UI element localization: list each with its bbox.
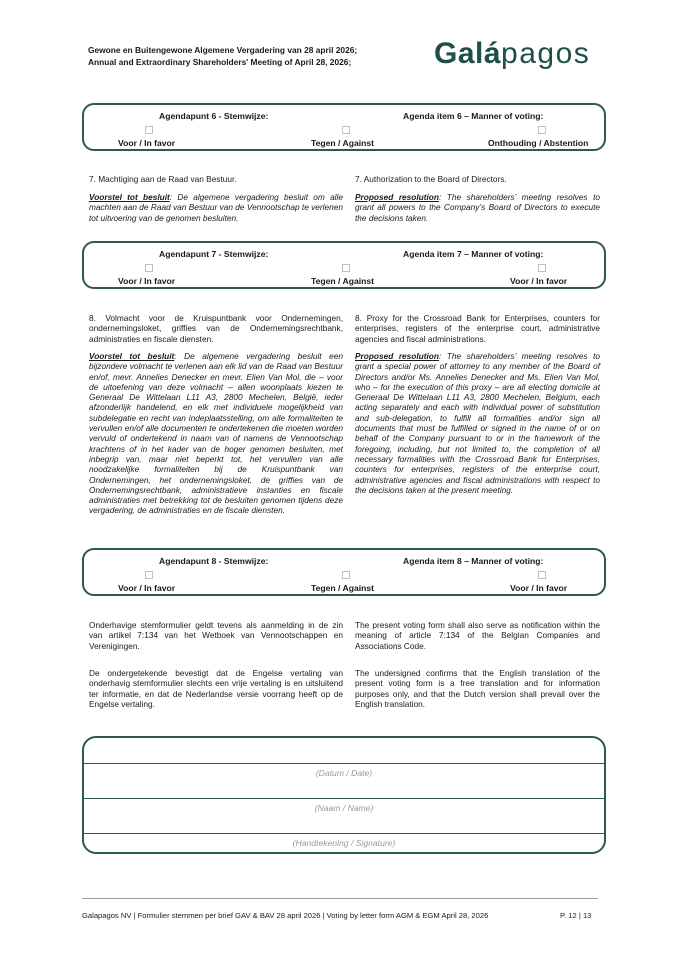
option-in-favor-label: Voor / In favor <box>118 138 176 148</box>
voting-box-item-8 <box>82 548 606 596</box>
item8-title-nl: 8. Volmacht voor de Kruispuntbank voor Ondernemingen, ondernemingsloket, griffies van de Ondernemingsrechtbank, administraties en fiscale diensten. <box>89 313 343 344</box>
option-third-label: Voor / In favor <box>510 276 568 286</box>
footer-divider <box>82 898 598 899</box>
checkbox-third-option[interactable] <box>538 264 546 272</box>
checkbox-abstention[interactable] <box>538 126 546 134</box>
option-third-label: Voor / In favor <box>510 583 568 593</box>
item8-proposal-en: Proposed resolution: The shareholders’ meeting resolves to grant a special power of attorney to any member of the Board of Directors and/or Ms. Annelies Denecker and Ms. Elien Van Mol, who – for the execution of this proxy – are all electing domicile at Generaal De Wittelaan L11 A3, 2800 Mechelen, Belgium, each acting separately and each with individual power of substitution and sub-delegation, to fulfill all formalities and/or sign all documents that must be fulfilled or signed in the name of or on behalf of the Company pursuant to or in the framework of the foregoing, including, but not limited to, the completion of all necessary formalities with the Crossroad Bank for Enterprises, counters for enterprises, registers of the enterprise court, administrative agencies and fiscal administrations with respect to the decisions taken at the present meeting. <box>355 351 601 495</box>
date-field[interactable]: (Datum / Date) <box>315 768 373 778</box>
voting-box-item-6 <box>82 103 606 151</box>
option-in-favor-label: Voor / In favor <box>118 276 176 286</box>
checkbox-third-option[interactable] <box>538 571 546 579</box>
vote-title-nl: Agendapunt 8 - Stemwijze: <box>159 556 269 566</box>
option-against-label: Tegen / Against <box>311 583 375 593</box>
option-against-label: Tegen / Against <box>311 276 375 286</box>
checkbox-against[interactable] <box>342 571 350 579</box>
header-title-en: Annual and Extraordinary Shareholders' Meeting of April 28, 2026; <box>88 57 352 67</box>
checkbox-in-favor[interactable] <box>145 126 153 134</box>
vote-title-en: Agenda item 8 – Manner of voting: <box>403 556 544 566</box>
checkbox-in-favor[interactable] <box>145 571 153 579</box>
checkbox-in-favor[interactable] <box>145 264 153 272</box>
notification-note-en: The present voting form shall also serve as notification within the meaning of article 7:134 of the Belgian Companies and Associations Code. <box>355 620 600 651</box>
vote-title-nl: Agendapunt 7 - Stemwijze: <box>159 249 269 259</box>
name-field[interactable]: (Naam / Name) <box>314 803 374 813</box>
signature-box <box>82 736 606 854</box>
item8-proposal-nl: Voorstel tot besluit: De algemene vergadering besluit een bijzondere volmacht te verlenen aan elk lid van de Raad van Bestuur en/of, mevr. Annelies Denecker en mevr. Elien Van Mol, die – voor de uitoefening van deze volmacht – allen woonplaats kiezen te Generaal De Wittelaan L11 A3, 2800 Mechelen, België, ieder afzonderlijk handelend, en elk met individuele mogelijkheid van subdelegatie en recht van indeplaatsstelling, om alle formaliteiten te vervullen en/of alle documenten te ondertekenen die moeten worden vervuld of ondertekend in naam van of namens de Vennootschap krachtens of in het kader van de hoger genomen besluiten, met inbegrip van, maar niet beperkt tot, het vervullen van alle noodzakelijke formaliteiten bij de Kruispuntbank van Ondernemingen, het ondernemingsloket, de griffies van de Ondernemingsrechtbank, administratieve instanties en fiscale administraties met betrekking tot de besluiten genomen tijdens deze vergadering, de administraties en de fiscale diensten. <box>89 351 343 516</box>
vote-title-en: Agenda item 7 – Manner of voting: <box>403 249 544 259</box>
item7-proposal-nl: Voorstel tot besluit: De algemene vergadering besluit om alle machten aan de Raad van Bestuur van de Vennootschap te verlenen tot uitvoering van de genomen besluiten. <box>89 192 343 223</box>
item7-title-nl: 7. Machtiging aan de Raad van Bestuur. <box>89 174 237 184</box>
item8-title-en: 8. Proxy for the Crossroad Bank for Enterprises, counters for enterprises, registers of the enterprise court, administrative agencies and fiscal administrations. <box>355 313 600 344</box>
vote-title-en: Agenda item 6 – Manner of voting: <box>403 111 544 121</box>
divider <box>84 763 604 764</box>
checkbox-against[interactable] <box>342 126 350 134</box>
checkbox-against[interactable] <box>342 264 350 272</box>
item7-title-en: 7. Authorization to the Board of Directors. <box>355 174 507 184</box>
notification-note-nl: Onderhavige stemformulier geldt tevens als aanmelding in de zin van artikel 7:134 van het Wetboek van Vennootschappen en Verenigingen. <box>89 620 343 651</box>
vote-title-nl: Agendapunt 6 - Stemwijze: <box>159 111 269 121</box>
document-header <box>88 44 357 68</box>
divider <box>84 798 604 799</box>
divider <box>84 833 604 834</box>
option-in-favor-label: Voor / In favor <box>118 583 176 593</box>
option-abstention-label: Onthouding / Abstention <box>488 138 589 148</box>
header-title-nl: Gewone en Buitengewone Algemene Vergadering van 28 april 2026; <box>88 45 358 55</box>
voting-box-item-7 <box>82 241 606 289</box>
page-number: P. 12 | 13 <box>560 911 592 920</box>
footer-text: Galapagos NV | Formulier stemmen per brief GAV & BAV 28 april 2026 | Voting by letter form AGM & EGM April 28, 2026 <box>82 911 489 920</box>
translation-note-nl: De ondergetekende bevestigt dat de Engelse vertaling van onderhavig stemformulier slechts een vrije vertaling is en uitsluitend ter informatie, en dat de Nederlandse versie voorrang heeft op de Engelse vertaling. <box>89 668 343 709</box>
galapagos-logo: Galápagos <box>434 37 591 70</box>
signature-field[interactable]: (Handtekening / Signature) <box>292 838 396 848</box>
translation-note-en: The undersigned confirms that the English translation of the present voting form is a free translation and for information purposes only, and that the Dutch version shall prevail over the English translation. <box>355 668 600 709</box>
option-against-label: Tegen / Against <box>311 138 375 148</box>
item7-proposal-en: Proposed resolution: The shareholders’ meeting resolves to grant all powers to the Company’s Board of Directors to execute the decisions taken. <box>355 192 601 223</box>
